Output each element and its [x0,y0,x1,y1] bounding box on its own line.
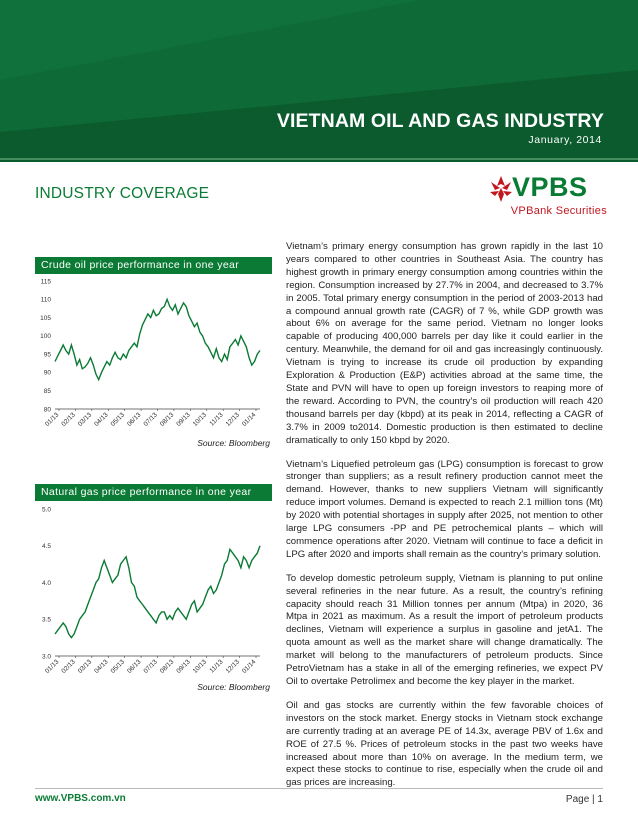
series-line [55,299,260,379]
y-tick-label: 85 [43,388,51,396]
x-tick-label: 08/13 [158,658,176,675]
logo-brand: VPBS [512,172,588,202]
footer-divider [35,788,603,789]
x-tick-label: 11/13 [208,658,225,675]
series-line [55,546,260,638]
y-tick-label: 4.5 [41,543,51,551]
y-tick-label: 3.0 [41,653,51,661]
x-tick-label: 12/13 [224,411,241,428]
header-band [0,0,638,162]
x-tick-label: 09/13 [175,411,192,428]
y-tick-label: 100 [40,333,51,341]
x-tick-label: 05/13 [109,658,127,675]
paragraph-lpg: Vietnam’s Liquefied petroleum gas (LPG) consumption is forecast to grow stronger than suppliers; as a result refinery production cannot meet the demand. However, thanks to new suppliers Vietnam will significantly reduce import volumes. Demand is expected to reach 2.1 million tons (Mt) by 2020 with potential shortages in supply after 2025, not mention to other large LPG consumers -PP and PE petrochemical plants – which will commence operations after 2020. Vietnam will continue to face a deficit in LPG after 2020 and imports shall remain as the country’s primary solution. [286,458,603,560]
natural-gas-chart [35,484,272,704]
natural-gas-chart-title: Natural gas price performance in one year [35,484,272,501]
y-tick-label: 3.5 [41,616,51,624]
lotus-icon [488,174,514,204]
y-tick-label: 95 [43,351,51,359]
x-tick-label: 02/13 [60,411,77,428]
paragraph-refineries: To develop domestic petroleum supply, Vietnam is planning to put online several refineries in the near future. As a result, the country’s refining capacity should reach 31 Million tonnes per annum (Mtpa) in 2020, 36 Mtpa in 2021 as maximum. As a result the import of petroleum products declines, Vietnam will experience a surplus in gasoline and jetA1. The quota amount as well as the market share will change dramatically. The market will belong to the manufacturers of petroleum products. Since PetroVietnam has a stake in all of the emerging refineries, we expect PV Oil to overtake Petrolimex and become the key player in the market. [286,572,603,687]
footer-website[interactable]: www.VPBS.com.vn [35,793,126,804]
report-title: VIETNAM OIL AND GAS INDUSTRY [276,110,604,132]
x-tick-label: 01/13 [43,411,61,428]
crude-oil-chart-title: Crude oil price performance in one year [35,257,272,274]
y-tick-label: 90 [43,369,51,377]
x-tick-label: 10/13 [191,658,209,675]
natural-gas-chart-source: Source: Bloomberg [197,682,270,692]
section-title: INDUSTRY COVERAGE [35,185,210,202]
report-date: January, 2014 [528,134,602,146]
crude-oil-chart-source: Source: Bloomberg [197,438,270,448]
x-tick-label: 08/13 [158,411,176,428]
crude-oil-chart [35,257,272,467]
crude-oil-chart-plot [35,274,272,444]
y-tick-label: 110 [40,296,51,304]
x-tick-label: 07/13 [142,411,159,428]
y-tick-label: 80 [43,406,51,414]
paragraph-primary-energy: Vietnam’s primary energy consumption has grown rapidly in the last 10 years compared to other countries in Southeast Asia. The country has highest growth in primary energy consumption among countries within the region. Consumption increased by 27.7% in 2004, and decreased to 3.7% in 2005. Total primary energy consumption in the period of 2003-2013 had a compound annual growth rate (CAGR) of 7 %, while GDP growth was about 6% on average for the same period. Vietnam no longer looks capable of producing 400,000 barrels per day like it could earlier in the century. Meanwhile, the demand for oil and gas increasingly continuously. Vietnam is trying to increase its crude oil production by expanding Exploration & Production (E&P) activities abroad at the same time, the State and PVN will have to open up foreign investors to reaping more of the reward. According to PVN, the country’s oil production will reach 420 thousand barrels per day (kbpd) at its peak in 2014, reflecting a CAGR of 3.7% in 2009 to2014. Domestic production is then estimated to decline dramatically to only 150 kbpd by 2020. [286,241,603,446]
x-tick-label: 10/13 [191,411,209,428]
x-tick-label: 01/14 [240,658,258,675]
natural-gas-chart-plot [35,501,272,691]
y-tick-label: 5.0 [41,506,51,514]
logo-subtitle: VPBank Securities [510,205,607,217]
vpbs-logo [488,174,608,220]
x-tick-label: 12/13 [224,658,241,675]
page-number: Page | 1 [565,794,603,805]
x-tick-label: 06/13 [126,658,143,675]
x-tick-label: 07/13 [142,658,159,675]
y-tick-label: 105 [40,314,51,322]
x-tick-label: 09/13 [175,658,192,675]
x-tick-label: 01/13 [43,658,61,675]
x-tick-label: 04/13 [93,658,110,675]
y-tick-label: 4.0 [41,579,51,587]
body-text [286,241,603,801]
x-tick-label: 03/13 [76,658,94,675]
x-tick-label: 01/14 [240,411,258,428]
x-tick-label: 02/13 [60,658,77,675]
x-tick-label: 06/13 [126,411,143,428]
x-tick-label: 03/13 [76,411,94,428]
y-tick-label: 115 [40,278,51,286]
x-tick-label: 04/13 [93,411,110,428]
x-tick-label: 11/13 [208,411,225,428]
x-tick-label: 05/13 [109,411,127,428]
paragraph-stocks: Oil and gas stocks are currently within the few favorable choices of investors on the stock market. Energy stocks in Vietnam stock exchange are currently trading at an average PE of 14.3x, average PBV of 1.6x and ROE of 27.5 %. Prices of petroleum stocks in the past two weeks have increased about more than 10% on average. In the medium term, we expect these stocks to continue to rise, especially when the crude oil and gas prices are increasing. [286,699,603,789]
